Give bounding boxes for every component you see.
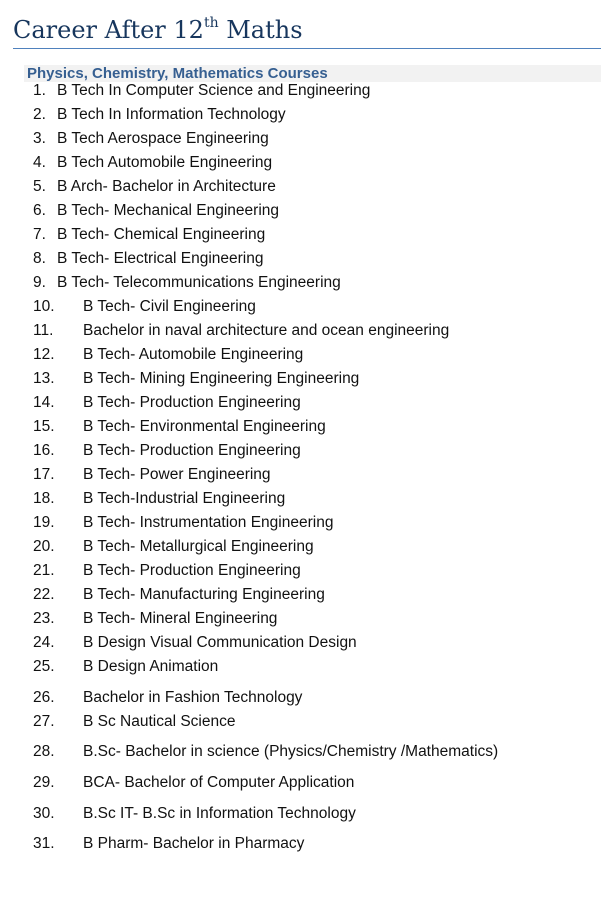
course-number: 12. xyxy=(33,346,55,363)
course-number: 6. xyxy=(33,202,46,219)
course-label: Bachelor in Fashion Technology xyxy=(83,689,303,706)
course-label: B Tech- Mining Engineering Engineering xyxy=(83,370,360,387)
course-item xyxy=(0,561,601,581)
course-number: 14. xyxy=(33,394,55,411)
course-item xyxy=(0,657,601,677)
course-label: B Tech- Production Engineering xyxy=(83,562,301,579)
course-label: B Arch- Bachelor in Architecture xyxy=(57,178,276,195)
course-label: B Tech- Mechanical Engineering xyxy=(57,202,280,219)
course-number: 27. xyxy=(33,713,55,730)
course-number: 4. xyxy=(33,154,46,171)
course-number: 17. xyxy=(33,466,55,483)
course-item xyxy=(0,688,601,708)
course-label: B Tech Automobile Engineering xyxy=(57,154,273,171)
course-number: 3. xyxy=(33,130,46,147)
course-number: 18. xyxy=(33,490,55,507)
course-label: Bachelor in naval architecture and ocean engineering xyxy=(83,322,450,339)
course-label: B.Sc IT- B.Sc in Information Technology xyxy=(83,805,356,822)
course-item xyxy=(0,129,601,149)
course-number: 30. xyxy=(33,805,55,822)
course-label: B Tech Aerospace Engineering xyxy=(57,130,269,147)
course-item xyxy=(0,249,601,269)
course-item xyxy=(0,369,601,389)
course-label: B Tech- Mineral Engineering xyxy=(83,610,278,627)
course-label: B Tech In Information Technology xyxy=(57,106,286,123)
course-label: B Tech- Electrical Engineering xyxy=(57,250,264,267)
course-label: BCA- Bachelor of Computer Application xyxy=(83,774,355,791)
course-number: 22. xyxy=(33,586,55,603)
course-item xyxy=(0,393,601,413)
course-label: B Tech- Power Engineering xyxy=(83,466,271,483)
course-number: 10. xyxy=(33,298,55,315)
course-item xyxy=(0,742,601,762)
course-number: 5. xyxy=(33,178,46,195)
course-item xyxy=(0,153,601,173)
course-item xyxy=(0,177,601,197)
course-label: B Tech- Chemical Engineering xyxy=(57,226,266,243)
course-number: 9. xyxy=(33,274,46,291)
course-item xyxy=(0,712,601,732)
course-label: B Design Animation xyxy=(83,658,219,675)
page-title-tail: Maths xyxy=(218,16,303,44)
course-item xyxy=(0,201,601,221)
course-number: 25. xyxy=(33,658,55,675)
course-item xyxy=(0,609,601,629)
course-label: B Tech- Automobile Engineering xyxy=(83,346,304,363)
course-item xyxy=(0,321,601,341)
course-label: B Tech- Production Engineering xyxy=(83,442,301,459)
course-number: 31. xyxy=(33,835,55,852)
course-label: B Sc Nautical Science xyxy=(83,713,236,730)
course-item xyxy=(0,273,601,293)
page-title-superscript: th xyxy=(203,15,219,31)
course-label: B Tech- Instrumentation Engineering xyxy=(83,514,334,531)
course-number: 13. xyxy=(33,370,55,387)
course-item xyxy=(0,225,601,245)
course-label: B Pharm- Bachelor in Pharmacy xyxy=(83,835,305,852)
course-item xyxy=(0,345,601,365)
course-item xyxy=(0,489,601,509)
course-item xyxy=(0,81,601,101)
course-item xyxy=(0,585,601,605)
course-label: B Tech- Manufacturing Engineering xyxy=(83,586,325,603)
course-number: 21. xyxy=(33,562,55,579)
course-item xyxy=(0,804,601,824)
course-item xyxy=(0,105,601,125)
page-title xyxy=(13,16,303,45)
course-item xyxy=(0,417,601,437)
page-title-main: Career After 12 xyxy=(13,16,204,44)
course-label: B Design Visual Communication Design xyxy=(83,634,357,651)
course-number: 20. xyxy=(33,538,55,555)
course-number: 11. xyxy=(33,322,54,339)
course-number: 8. xyxy=(33,250,46,267)
course-number: 29. xyxy=(33,774,55,791)
course-number: 26. xyxy=(33,689,55,706)
course-item xyxy=(0,537,601,557)
course-number: 24. xyxy=(33,634,55,651)
course-number: 23. xyxy=(33,610,55,627)
course-item xyxy=(0,834,601,854)
course-number: 1. xyxy=(33,82,46,99)
course-number: 28. xyxy=(33,743,55,760)
course-label: B Tech- Civil Engineering xyxy=(83,298,256,315)
course-item xyxy=(0,773,601,793)
course-label: B Tech- Metallurgical Engineering xyxy=(83,538,314,555)
course-item xyxy=(0,513,601,533)
course-label: B Tech- Telecommunications Engineering xyxy=(57,274,341,291)
course-number: 15. xyxy=(33,418,55,435)
course-number: 16. xyxy=(33,442,55,459)
course-label: B.Sc- Bachelor in science (Physics/Chemistry /Mathematics) xyxy=(83,743,499,760)
course-item xyxy=(0,465,601,485)
course-label: B Tech- Production Engineering xyxy=(83,394,301,411)
course-label: B Tech- Environmental Engineering xyxy=(83,418,326,435)
course-label: B Tech-Industrial Engineering xyxy=(83,490,286,507)
course-number: 19. xyxy=(33,514,55,531)
course-label: B Tech In Computer Science and Engineering xyxy=(57,82,371,99)
course-item xyxy=(0,633,601,653)
title-underline xyxy=(13,48,601,49)
course-item xyxy=(0,441,601,461)
course-number: 2. xyxy=(33,106,46,123)
course-number: 7. xyxy=(33,226,46,243)
section-heading: Physics, Chemistry, Mathematics Courses xyxy=(24,65,601,82)
course-item xyxy=(0,297,601,317)
